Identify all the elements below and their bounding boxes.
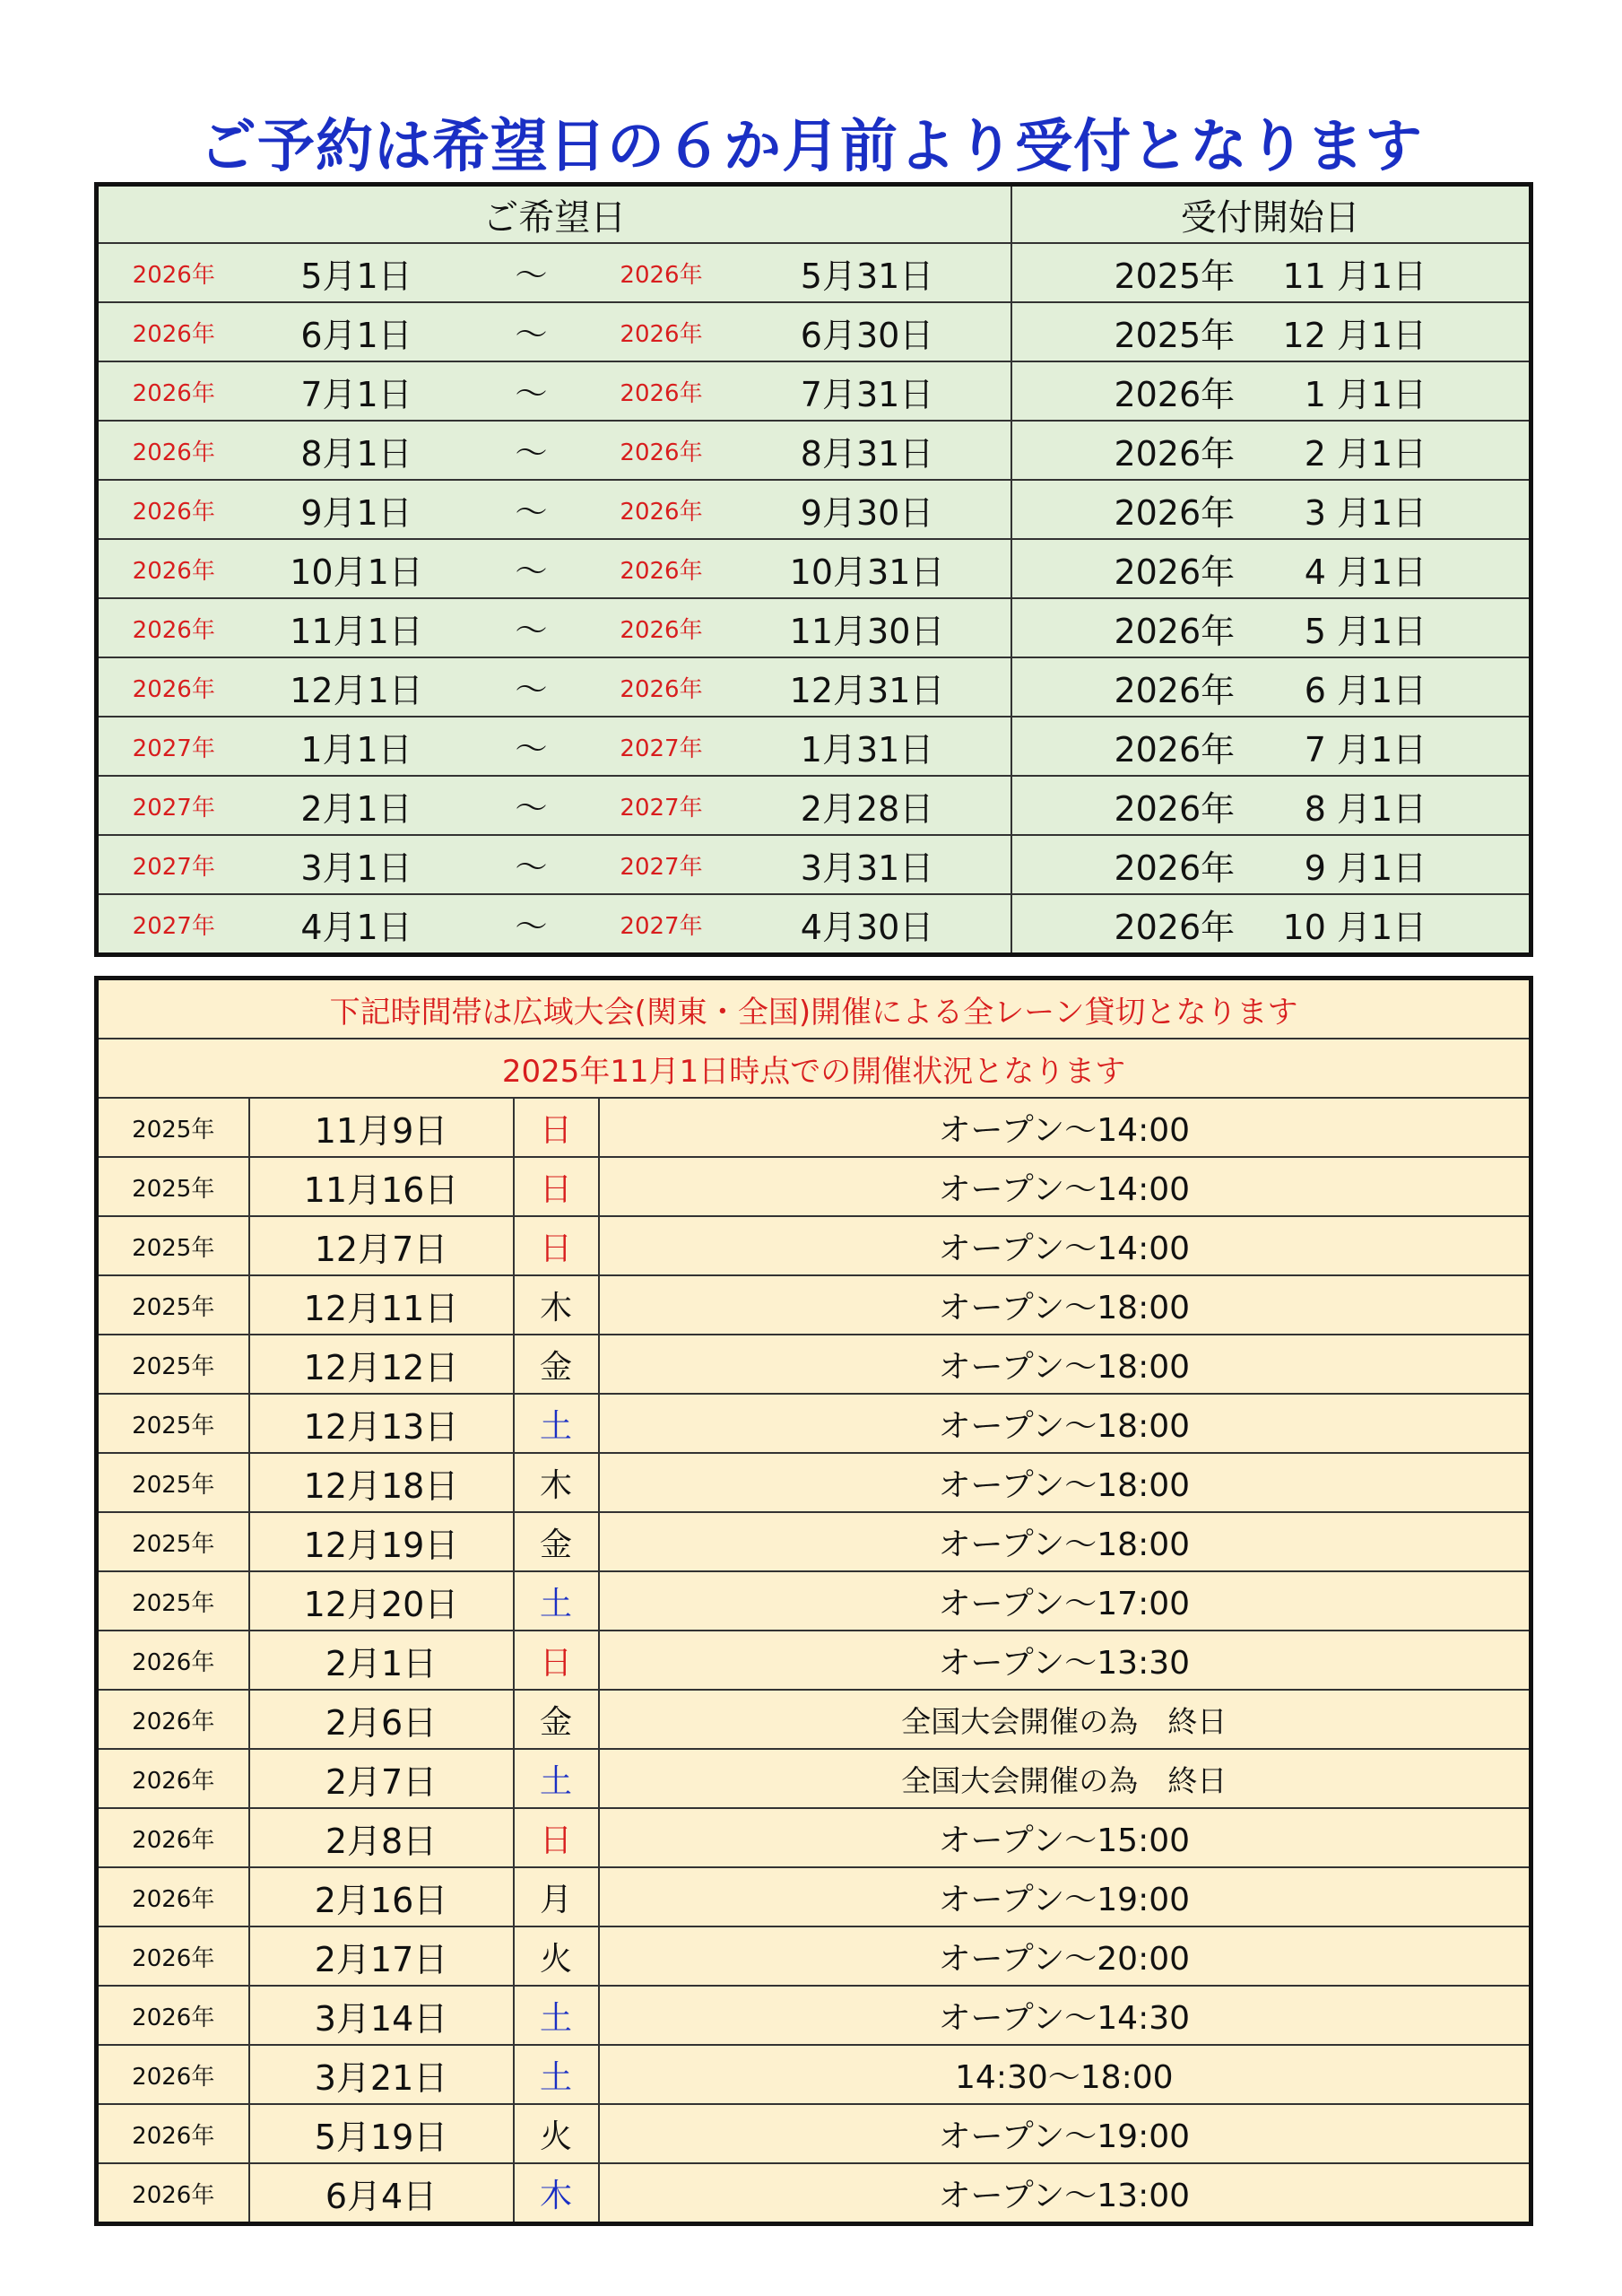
closure-time-range: オープン～18:00 xyxy=(599,1512,1531,1571)
from-date: 6月1日 xyxy=(249,302,464,361)
table-row xyxy=(97,717,1531,776)
accept-year: 2026年 xyxy=(1114,788,1236,829)
table-row xyxy=(97,1867,1531,1926)
range-separator: ～ xyxy=(464,598,599,657)
table-row xyxy=(97,835,1531,894)
table-row xyxy=(97,539,1531,598)
closure-date: 2月6日 xyxy=(249,1690,514,1749)
from-date: 10月1日 xyxy=(249,539,464,598)
accept-year: 2025年 xyxy=(1114,256,1236,296)
closure-date: 2月17日 xyxy=(249,1926,514,1986)
accept-start-date xyxy=(1011,776,1531,835)
accept-month-day: 12 月1日 xyxy=(1282,315,1427,355)
closure-year: 2025年 xyxy=(97,1275,249,1335)
table-row xyxy=(97,657,1531,717)
closure-weekday: 金 xyxy=(514,1512,599,1571)
to-year: 2026年 xyxy=(599,480,724,539)
to-date: 8月31日 xyxy=(724,421,1011,480)
closure-weekday: 金 xyxy=(514,1690,599,1749)
header-accept-start: 受付開始日 xyxy=(1011,185,1531,244)
closure-date: 2月8日 xyxy=(249,1808,514,1867)
notice-row xyxy=(97,1039,1531,1098)
from-year: 2026年 xyxy=(97,302,249,361)
table-row xyxy=(97,1512,1531,1571)
accept-year: 2025年 xyxy=(1114,315,1236,355)
from-date: 2月1日 xyxy=(249,776,464,835)
accept-start-date xyxy=(1011,539,1531,598)
closure-date: 12月18日 xyxy=(249,1453,514,1512)
range-separator: ～ xyxy=(464,480,599,539)
closure-weekday: 木 xyxy=(514,2163,599,2224)
closure-date: 3月21日 xyxy=(249,2045,514,2104)
closure-date: 2月16日 xyxy=(249,1867,514,1926)
accept-start-date xyxy=(1011,835,1531,894)
range-separator: ～ xyxy=(464,361,599,421)
closure-time-range: オープン～14:00 xyxy=(599,1098,1531,1157)
accept-month-day: 5 月1日 xyxy=(1304,611,1427,651)
from-date: 1月1日 xyxy=(249,717,464,776)
range-separator: ～ xyxy=(464,657,599,717)
from-year: 2027年 xyxy=(97,835,249,894)
closure-time-range: オープン～20:00 xyxy=(599,1926,1531,1986)
closure-year: 2026年 xyxy=(97,1690,249,1749)
from-year: 2026年 xyxy=(97,421,249,480)
to-date: 12月31日 xyxy=(724,657,1011,717)
from-year: 2027年 xyxy=(97,894,249,955)
to-date: 9月30日 xyxy=(724,480,1011,539)
table-row xyxy=(97,1098,1531,1157)
to-year: 2026年 xyxy=(599,598,724,657)
closure-year: 2025年 xyxy=(97,1512,249,1571)
closure-time-range: オープン～15:00 xyxy=(599,1808,1531,1867)
table-row xyxy=(97,2104,1531,2163)
accept-month-day: 6 月1日 xyxy=(1304,670,1427,710)
from-year: 2026年 xyxy=(97,243,249,302)
page-title: ご予約は希望日の６か月前より受付となります xyxy=(199,114,1423,180)
table-row xyxy=(97,1749,1531,1808)
accept-year: 2026年 xyxy=(1114,611,1236,651)
to-year: 2026年 xyxy=(599,302,724,361)
to-date: 1月31日 xyxy=(724,717,1011,776)
from-year: 2026年 xyxy=(97,657,249,717)
closure-date: 6月4日 xyxy=(249,2163,514,2224)
closure-date: 11月9日 xyxy=(249,1098,514,1157)
closure-time-range: オープン～19:00 xyxy=(599,1867,1531,1926)
range-separator: ～ xyxy=(464,302,599,361)
to-date: 10月31日 xyxy=(724,539,1011,598)
closure-date: 2月7日 xyxy=(249,1749,514,1808)
accept-month-day: 3 月1日 xyxy=(1304,492,1427,533)
closure-year: 2025年 xyxy=(97,1571,249,1631)
closure-date: 12月13日 xyxy=(249,1394,514,1453)
accept-start-date xyxy=(1011,243,1531,302)
notice-lane-reservation: 下記時間帯は広域大会(関東・全国)開催による全レーン貸切となります xyxy=(97,978,1531,1039)
accept-month-day: 4 月1日 xyxy=(1304,552,1427,592)
table-row xyxy=(97,1275,1531,1335)
closure-weekday: 日 xyxy=(514,1216,599,1275)
accept-start-date xyxy=(1011,480,1531,539)
accept-year: 2026年 xyxy=(1114,729,1236,770)
closure-weekday: 日 xyxy=(514,1157,599,1216)
accept-start-date xyxy=(1011,894,1531,955)
table-row xyxy=(97,1926,1531,1986)
accept-month-day: 2 月1日 xyxy=(1304,433,1427,474)
from-year: 2027年 xyxy=(97,717,249,776)
to-date: 11月30日 xyxy=(724,598,1011,657)
closure-time-range: オープン～18:00 xyxy=(599,1335,1531,1394)
table-row xyxy=(97,1216,1531,1275)
closure-date: 12月7日 xyxy=(249,1216,514,1275)
closure-weekday: 火 xyxy=(514,2104,599,2163)
range-separator: ～ xyxy=(464,539,599,598)
to-date: 6月30日 xyxy=(724,302,1011,361)
accept-start-date xyxy=(1011,598,1531,657)
accept-year: 2026年 xyxy=(1114,907,1236,947)
from-date: 4月1日 xyxy=(249,894,464,955)
closure-weekday: 日 xyxy=(514,1631,599,1690)
accept-month-day: 11 月1日 xyxy=(1282,256,1427,296)
from-year: 2026年 xyxy=(97,480,249,539)
accept-month-day: 1 月1日 xyxy=(1304,374,1427,414)
accept-month-day: 9 月1日 xyxy=(1304,848,1427,888)
accept-start-date xyxy=(1011,302,1531,361)
from-date: 3月1日 xyxy=(249,835,464,894)
closure-weekday: 木 xyxy=(514,1453,599,1512)
closure-time-range: オープン～13:30 xyxy=(599,1631,1531,1690)
from-date: 11月1日 xyxy=(249,598,464,657)
range-separator: ～ xyxy=(464,421,599,480)
closure-year: 2026年 xyxy=(97,1986,249,2045)
closure-weekday: 土 xyxy=(514,1571,599,1631)
closure-year: 2026年 xyxy=(97,1749,249,1808)
table-row xyxy=(97,243,1531,302)
closure-date: 12月11日 xyxy=(249,1275,514,1335)
table-row xyxy=(97,361,1531,421)
closure-year: 2026年 xyxy=(97,2045,249,2104)
closure-weekday: 日 xyxy=(514,1808,599,1867)
closure-year: 2026年 xyxy=(97,1631,249,1690)
table-row xyxy=(97,1157,1531,1216)
closure-time-range: オープン～18:00 xyxy=(599,1453,1531,1512)
from-year: 2026年 xyxy=(97,598,249,657)
range-separator: ～ xyxy=(464,894,599,955)
closure-year: 2026年 xyxy=(97,1867,249,1926)
from-date: 5月1日 xyxy=(249,243,464,302)
closure-weekday: 金 xyxy=(514,1335,599,1394)
to-date: 4月30日 xyxy=(724,894,1011,955)
closure-year: 2025年 xyxy=(97,1394,249,1453)
range-separator: ～ xyxy=(464,776,599,835)
table-row xyxy=(97,421,1531,480)
to-date: 3月31日 xyxy=(724,835,1011,894)
closure-schedule-table xyxy=(94,976,1533,2226)
accept-start-date xyxy=(1011,361,1531,421)
to-year: 2026年 xyxy=(599,361,724,421)
closure-time-range: 全国大会開催の為 終日 xyxy=(599,1749,1531,1808)
accept-month-day: 10 月1日 xyxy=(1282,907,1427,947)
to-year: 2027年 xyxy=(599,894,724,955)
to-year: 2026年 xyxy=(599,657,724,717)
closure-date: 12月20日 xyxy=(249,1571,514,1631)
closure-year: 2026年 xyxy=(97,1926,249,1986)
from-date: 8月1日 xyxy=(249,421,464,480)
closure-weekday: 日 xyxy=(514,1098,599,1157)
from-date: 12月1日 xyxy=(249,657,464,717)
from-date: 7月1日 xyxy=(249,361,464,421)
header-desired-date: ご希望日 xyxy=(482,196,627,239)
to-year: 2026年 xyxy=(599,243,724,302)
closure-date: 5月19日 xyxy=(249,2104,514,2163)
to-date: 5月31日 xyxy=(724,243,1011,302)
closure-time-range: オープン～17:00 xyxy=(599,1571,1531,1631)
closure-year: 2025年 xyxy=(97,1216,249,1275)
closure-time-range: オープン～13:00 xyxy=(599,2163,1531,2224)
accept-year: 2026年 xyxy=(1114,433,1236,474)
closure-year: 2025年 xyxy=(97,1335,249,1394)
accept-start-date xyxy=(1011,657,1531,717)
from-year: 2026年 xyxy=(97,539,249,598)
to-year: 2027年 xyxy=(599,717,724,776)
table-row xyxy=(97,2045,1531,2104)
closure-year: 2026年 xyxy=(97,2104,249,2163)
closure-date: 11月16日 xyxy=(249,1157,514,1216)
table-row xyxy=(97,1571,1531,1631)
closure-weekday: 土 xyxy=(514,2045,599,2104)
closure-weekday: 木 xyxy=(514,1275,599,1335)
closure-year: 2026年 xyxy=(97,2163,249,2224)
table-row xyxy=(97,1808,1531,1867)
table-row xyxy=(97,480,1531,539)
notice-status-date: 2025年11月1日時点での開催状況となります xyxy=(97,1039,1531,1098)
from-year: 2026年 xyxy=(97,361,249,421)
notice-row xyxy=(97,978,1531,1039)
closure-time-range: オープン～19:00 xyxy=(599,2104,1531,2163)
closure-weekday: 月 xyxy=(514,1867,599,1926)
table-row xyxy=(97,1986,1531,2045)
closure-year: 2025年 xyxy=(97,1453,249,1512)
closure-date: 3月14日 xyxy=(249,1986,514,2045)
closure-year: 2025年 xyxy=(97,1157,249,1216)
range-separator: ～ xyxy=(464,717,599,776)
accept-start-date xyxy=(1011,421,1531,480)
range-separator: ～ xyxy=(464,835,599,894)
reservation-schedule-table xyxy=(94,182,1533,957)
accept-year: 2026年 xyxy=(1114,492,1236,533)
accept-month-day: 7 月1日 xyxy=(1304,729,1427,770)
closure-time-range: オープン～14:30 xyxy=(599,1986,1531,2045)
table-row xyxy=(97,1631,1531,1690)
closure-time-range: 全国大会開催の為 終日 xyxy=(599,1690,1531,1749)
to-year: 2027年 xyxy=(599,776,724,835)
accept-year: 2026年 xyxy=(1114,670,1236,710)
closure-time-range: 14:30～18:00 xyxy=(599,2045,1531,2104)
to-year: 2027年 xyxy=(599,835,724,894)
table-row xyxy=(97,1335,1531,1394)
table-row xyxy=(97,2163,1531,2224)
closure-date: 12月12日 xyxy=(249,1335,514,1394)
table-row xyxy=(97,1453,1531,1512)
table-row xyxy=(97,598,1531,657)
closure-time-range: オープン～14:00 xyxy=(599,1157,1531,1216)
closure-date: 2月1日 xyxy=(249,1631,514,1690)
closure-weekday: 火 xyxy=(514,1926,599,1986)
table-row xyxy=(97,1394,1531,1453)
table-row xyxy=(97,1690,1531,1749)
closure-time-range: オープン～18:00 xyxy=(599,1275,1531,1335)
table-row xyxy=(97,302,1531,361)
from-year: 2027年 xyxy=(97,776,249,835)
closure-time-range: オープン～18:00 xyxy=(599,1394,1531,1453)
to-date: 7月31日 xyxy=(724,361,1011,421)
table-header-row xyxy=(97,185,1531,244)
accept-start-date xyxy=(1011,717,1531,776)
accept-year: 2026年 xyxy=(1114,374,1236,414)
closure-date: 12月19日 xyxy=(249,1512,514,1571)
table-row xyxy=(97,894,1531,955)
closure-year: 2025年 xyxy=(97,1098,249,1157)
closure-year: 2026年 xyxy=(97,1808,249,1867)
from-date: 9月1日 xyxy=(249,480,464,539)
to-year: 2026年 xyxy=(599,421,724,480)
table-row xyxy=(97,776,1531,835)
closure-weekday: 土 xyxy=(514,1749,599,1808)
closure-weekday: 土 xyxy=(514,1394,599,1453)
accept-year: 2026年 xyxy=(1114,552,1236,592)
closure-time-range: オープン～14:00 xyxy=(599,1216,1531,1275)
to-date: 2月28日 xyxy=(724,776,1011,835)
accept-year: 2026年 xyxy=(1114,848,1236,888)
to-year: 2026年 xyxy=(599,539,724,598)
closure-weekday: 土 xyxy=(514,1986,599,2045)
accept-month-day: 8 月1日 xyxy=(1304,788,1427,829)
range-separator: ～ xyxy=(464,243,599,302)
